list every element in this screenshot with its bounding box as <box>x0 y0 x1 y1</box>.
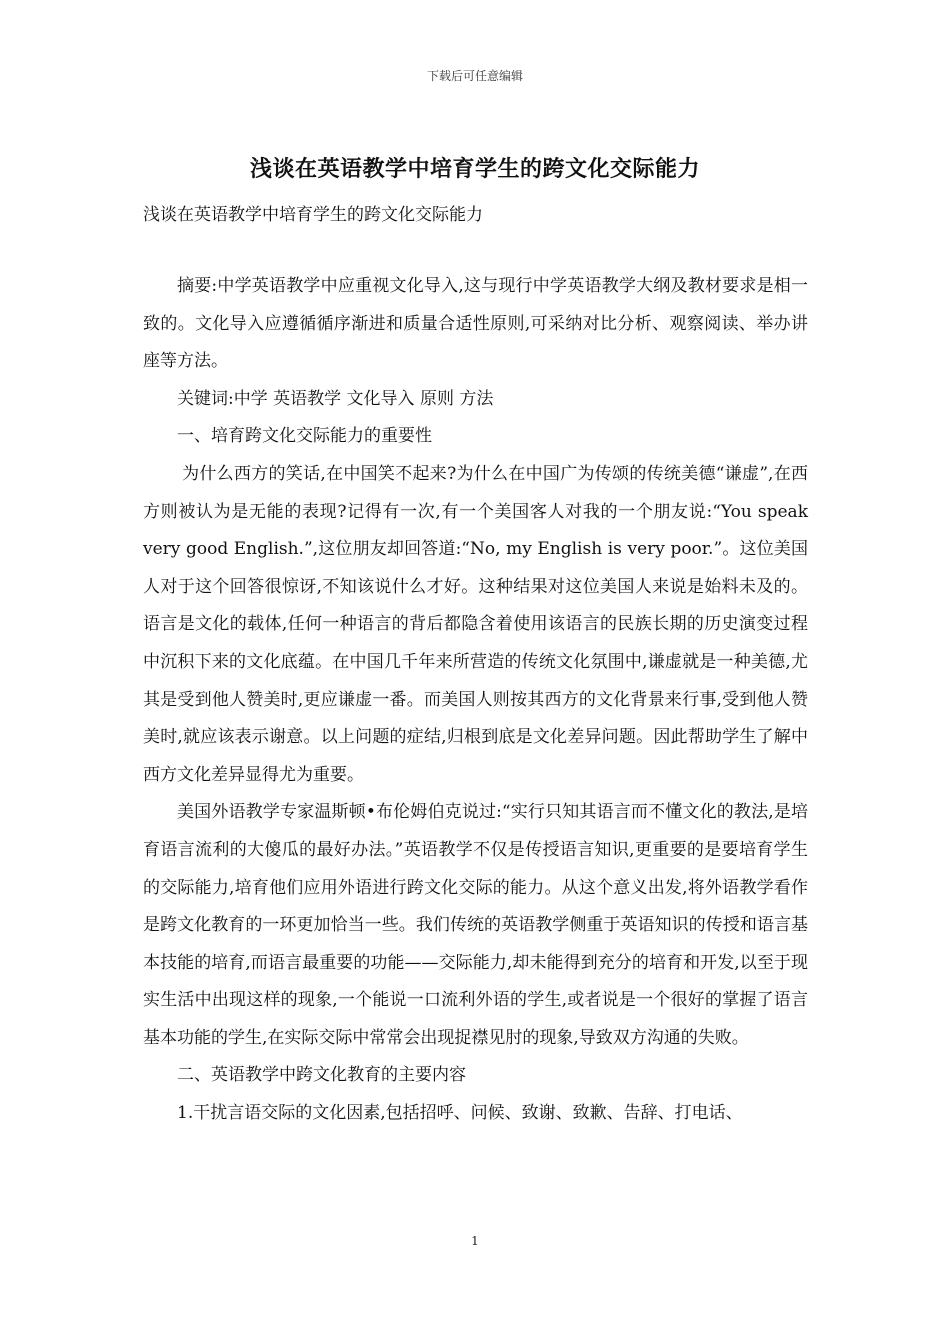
section-heading-2: 二、英语教学中跨文化教育的主要内容 <box>177 1065 466 1086</box>
body-paragraph: 美国外语教学专家温斯顿•布伦姆伯克说过:“实行只知其语言而不懂文化的教法,是培育语言流利的大傻瓜的最好办法。”英语教学不仅是传授语言知识,更重要的是要培育学生的交际能力,培育他们应用外语进行跨文化交际的能力。从这个意义出发,将外语教学看作是跨文化教育的一环更加恰当一些。我们传统的英语教学侧重于英语知识的传授和语言基本技能的培育,而语言最重要的功能——交际能力,却未能得到充分的培育和开发,以至于现实生活中出现这样的现象,一个能说一口流利外语的学生,或者说是一个很好的掌握了语言基本功能的学生,在实际交际中常常会出现捉襟见肘的现象,导致双方沟通的失败。 <box>143 802 808 1048</box>
document-body <box>143 268 808 1133</box>
section-heading-1: 一、培育跨文化交际能力的重要性 <box>177 426 432 447</box>
keywords-paragraph: 关键词:中学 英语教学 文化导入 原则 方法 <box>177 388 494 409</box>
body-paragraph: 为什么西方的笑话,在中国笑不起来?为什么在中国广为传颂的传统美德“谦虚”,在西方则被认为是无能的表现?记得有一次,有一个美国客人对我的一个朋友说:“You speak very good English.”,这位朋友却回答道:“No, my English is very poor.”。这位美国人对于这个回答很惊讶,不知该说什么才好。这种结果对这位美国人来说是始料未及的。语言是文化的载体,任何一种语言的背后都隐含着使用该语言的民族长期的历史演变过程中沉积下来的文化底蕴。在中国几千年来所营造的传统文化氛围中,谦虚就是一种美德,尤其是受到他人赞美时,更应谦虚一番。而美国人则按其西方的文化背景来行事,受到他人赞美时,就应该表示谢意。以上问题的症结,归根到底是文化差异问题。因此帮助学生了解中西方文化差异显得尤为重要。 <box>143 463 808 785</box>
page-number: 1 <box>471 1234 479 1248</box>
abstract-paragraph: 摘要:中学英语教学中应重视文化导入,这与现行中学英语教学大纲及教材要求是相一致的。文化导入应遵循循序渐进和质量合适性原则,可采纳对比分析、观察阅读、举办讲座等方法。 <box>143 276 808 372</box>
header-note: 下载后可任意编辑 <box>426 69 523 83</box>
document-subtitle: 浅谈在英语教学中培育学生的跨文化交际能力 <box>143 205 483 225</box>
document-title: 浅谈在英语教学中培育学生的跨文化交际能力 <box>249 156 700 182</box>
body-paragraph: 1.干扰言语交际的文化因素,包括招呼、问候、致谢、致歉、告辞、打电话、 <box>177 1103 743 1124</box>
